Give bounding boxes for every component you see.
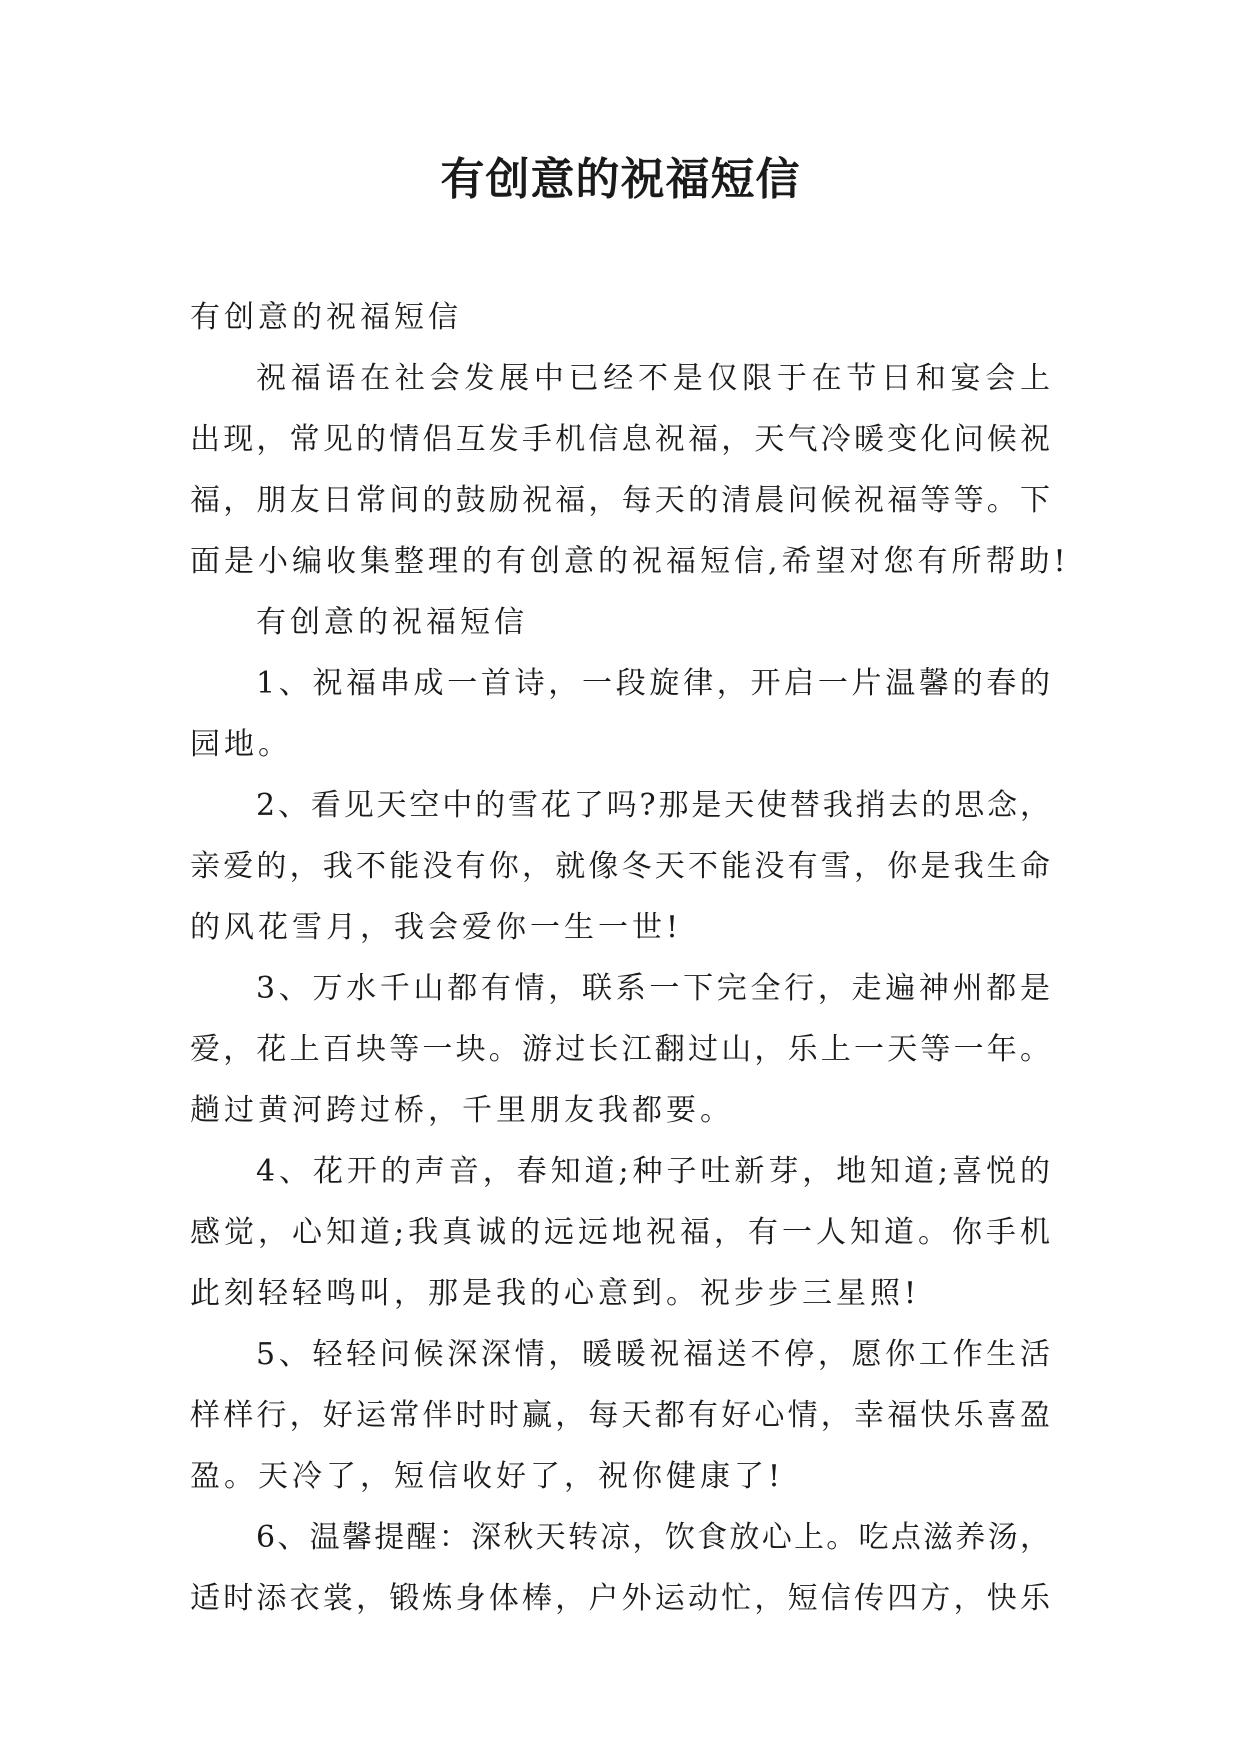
paragraph-line: 出现，常见的情侣互发手机信息祝福，天气冷暖变化问候祝 xyxy=(190,422,1050,457)
paragraph-line: 祝福语在社会发展中已经不是仅限于在节日和宴会上 xyxy=(256,361,1050,396)
paragraph-line: 园地。 xyxy=(190,727,292,762)
paragraph-line: 5、轻轻问候深深情，暖暖祝福送不停，愿你工作生活 xyxy=(256,1337,1050,1372)
section-heading: 有创意的祝福短信 xyxy=(256,605,528,640)
paragraph-line: 面是小编收集整理的有创意的祝福短信,希望对您有所帮助! xyxy=(190,544,1070,579)
paragraph-line: 6、温馨提醒：深秋天转凉，饮食放心上。吃点滋养汤， xyxy=(256,1520,1050,1555)
paragraph-line: 4、花开的声音，春知道;种子吐新芽，地知道;喜悦的 xyxy=(256,1154,1050,1189)
paragraph-line: 3、万水千山都有情，联系一下完全行，走遍神州都是 xyxy=(256,971,1050,1006)
document-body xyxy=(190,287,1070,1629)
paragraph-line: 感觉，心知道;我真诚的远远地祝福，有一人知道。你手机 xyxy=(190,1215,1050,1250)
paragraph-line: 爱，花上百块等一块。游过长江翻过山，乐上一天等一年。 xyxy=(190,1032,1050,1067)
paragraph-line: 样样行，好运常伴时时赢，每天都有好心情，幸福快乐喜盈 xyxy=(190,1398,1050,1433)
paragraph-line: 1、祝福串成一首诗，一段旋律，开启一片温馨的春的 xyxy=(256,666,1050,701)
paragraph-line: 适时添衣裳，锻炼身体棒，户外运动忙，短信传四方，快乐 xyxy=(190,1581,1050,1616)
paragraph-line: 亲爱的，我不能没有你，就像冬天不能没有雪，你是我生命 xyxy=(190,849,1050,884)
document-title: 有创意的祝福短信 xyxy=(440,154,801,205)
paragraph-line: 趟过黄河跨过桥，千里朋友我都要。 xyxy=(190,1093,734,1128)
paragraph-line: 盈。天冷了，短信收好了，祝你健康了! xyxy=(190,1459,785,1494)
subheading: 有创意的祝福短信 xyxy=(190,300,462,335)
paragraph-line: 此刻轻轻鸣叫，那是我的心意到。祝步步三星照! xyxy=(190,1276,921,1311)
paragraph-line: 2、看见天空中的雪花了吗?那是天使替我捎去的思念， xyxy=(256,788,1050,823)
paragraph-line: 福，朋友日常间的鼓励祝福，每天的清晨问候祝福等等。下 xyxy=(190,483,1050,518)
paragraph-line: 的风花雪月，我会爱你一生一世! xyxy=(190,910,683,945)
